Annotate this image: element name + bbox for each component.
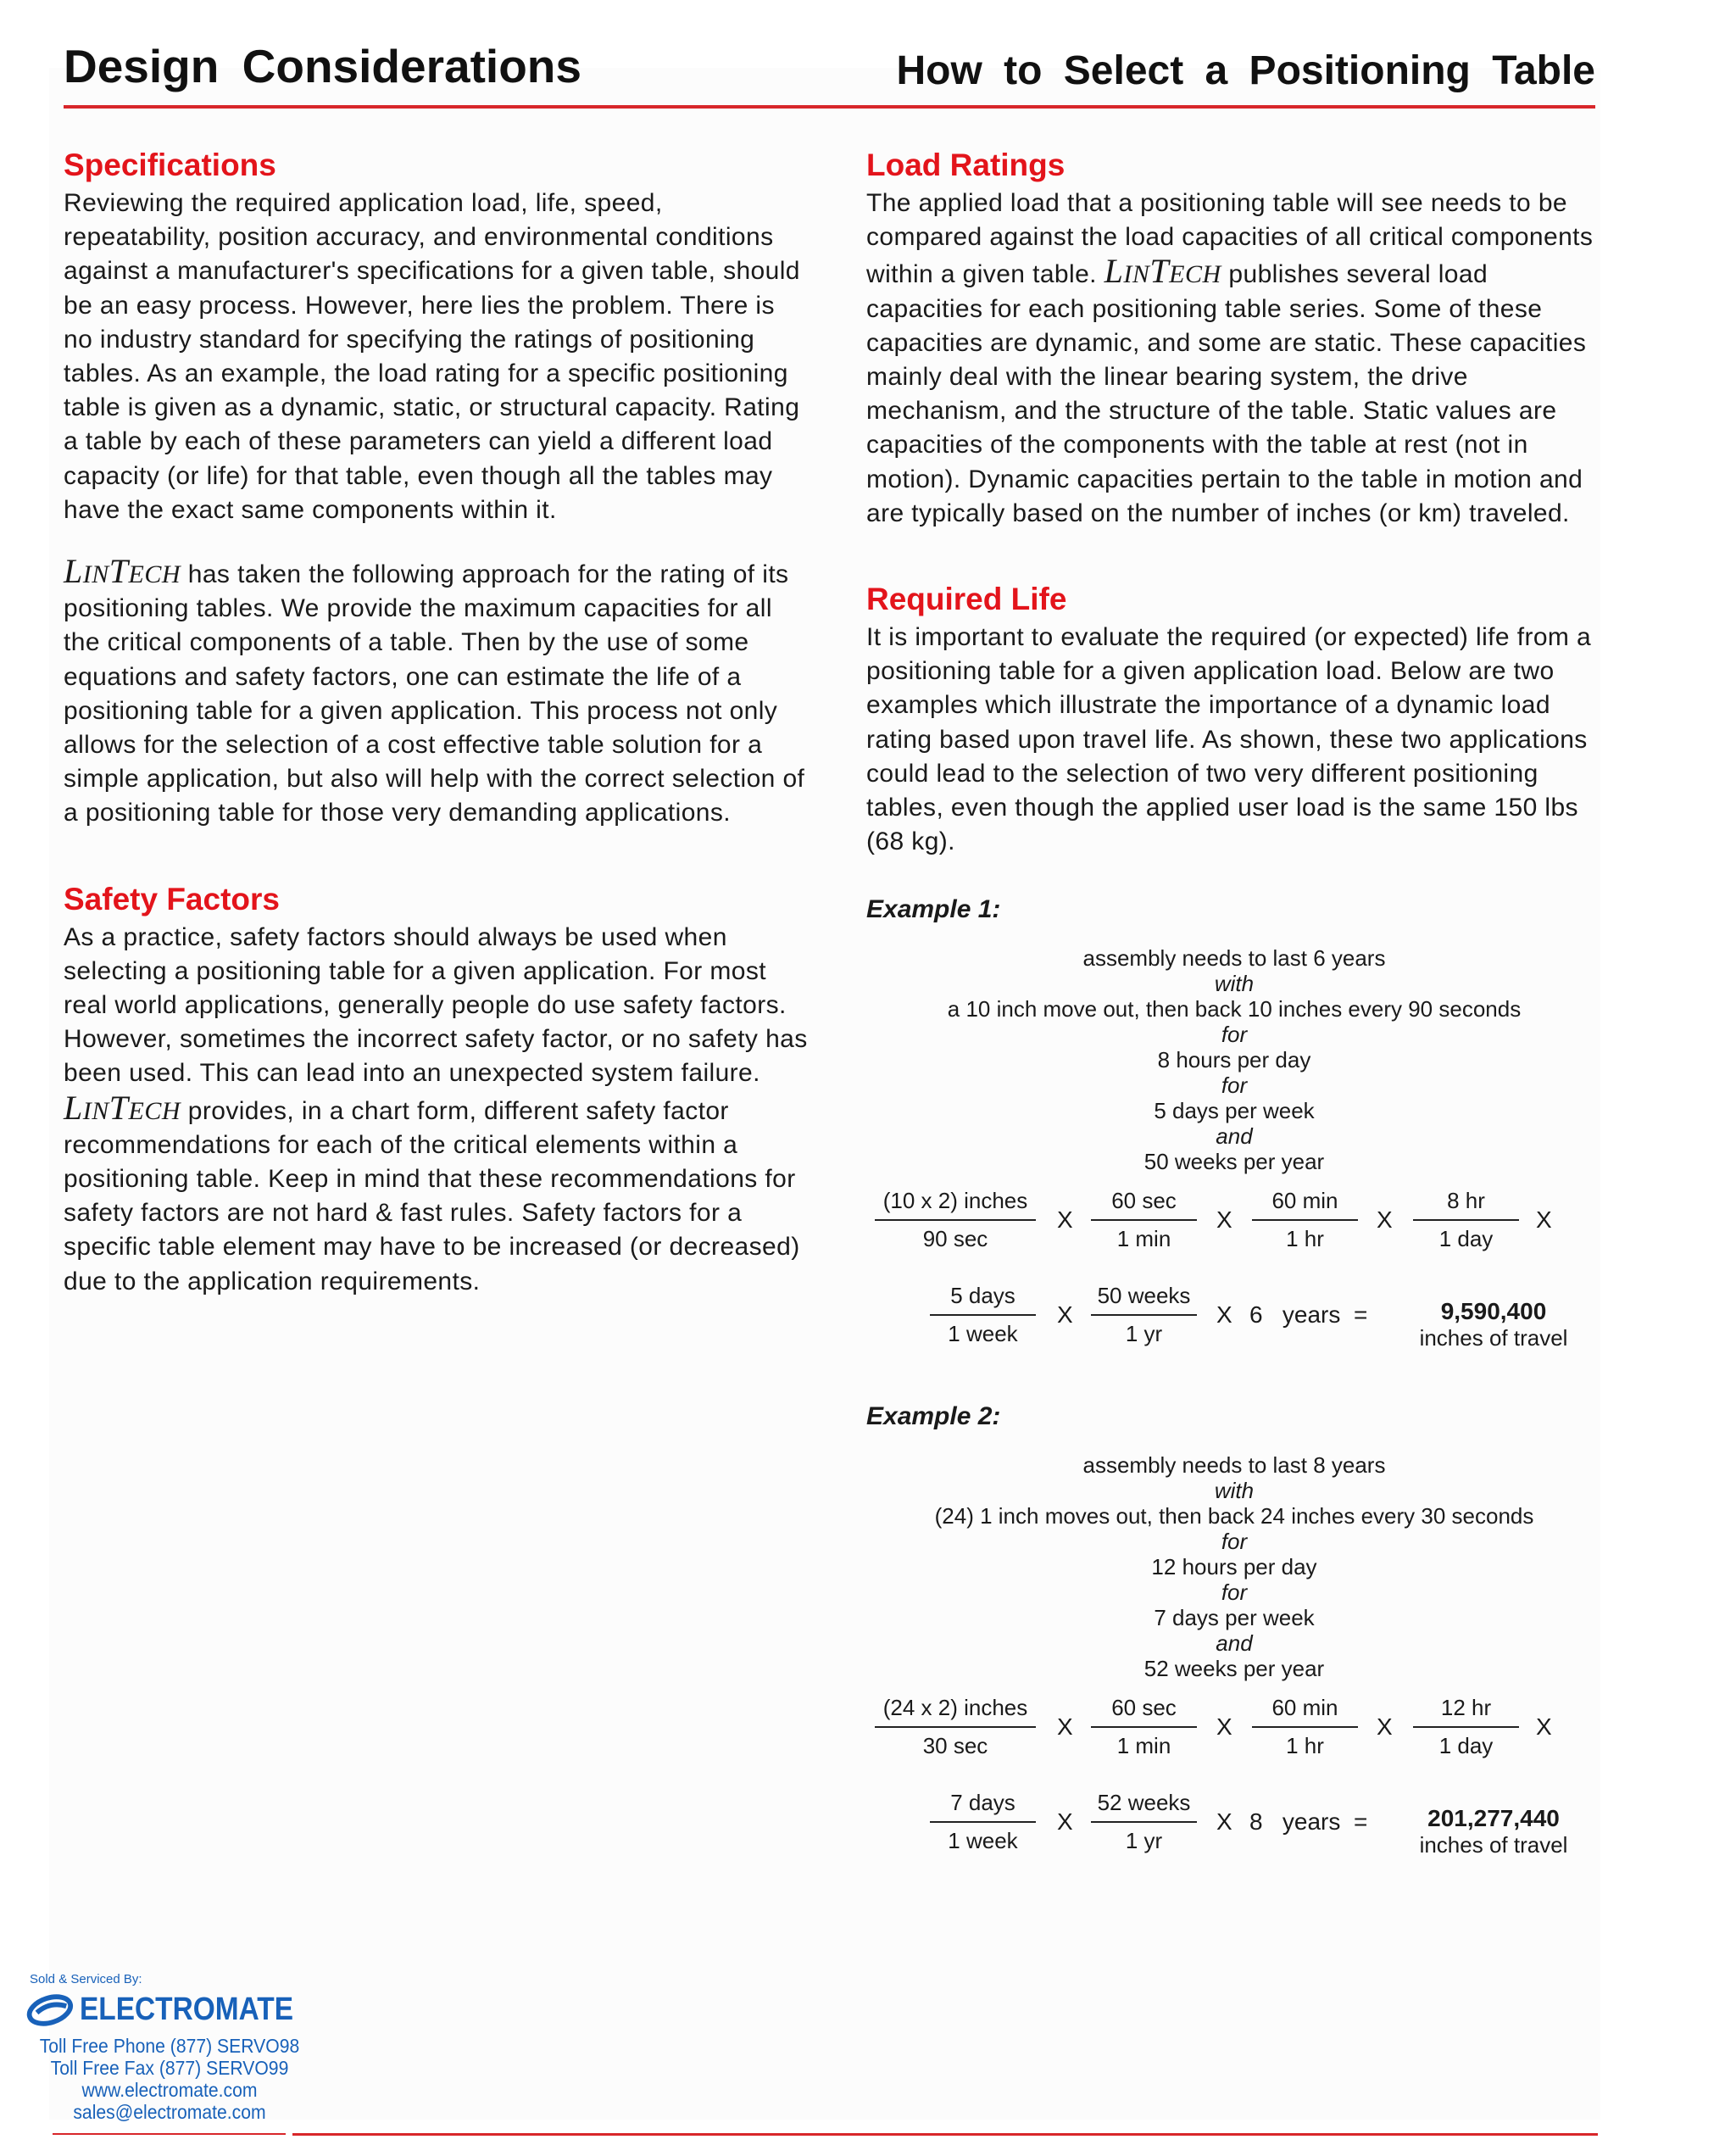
sold-by-label: Sold & Serviced By: [30, 1972, 142, 1986]
condition-line: 52 weeks per year [1143, 1656, 1325, 1682]
safety-text-b: provides, in a chart form, different safety factor recommendations for each of the critical elements within a positioning table. Keep in mind that these recommendations for safety factors are not hard & fast rules. Safety factors for a specific table element may have to be increased (or decreased) due to the application requirements. [64, 1096, 800, 1295]
equals-sign: = [1354, 1808, 1368, 1836]
required-life-text: It is important to evaluate the required (or expected) life from a positioning table for a given application load. Below are two examples which illustrate the importance of a dynamic load rating based upon travel life. As shown, these two applications could lead to the selection of two very different positioning tables, even though the applied user load is the same 150 lbs (68 kg). [866, 623, 1592, 856]
safety-factors-paragraph [64, 921, 810, 1299]
multiply-sign: X [1536, 1206, 1552, 1234]
load-text-a: The applied load that a positioning table will see needs to be compared against the load capacities of all critical components within a given table. [866, 189, 1594, 289]
phone-number: Toll Free Phone (877) SERVO98 [39, 2035, 300, 2057]
example-2-title: Example 2: [866, 1402, 1001, 1431]
multiply-sign: X [1536, 1713, 1552, 1741]
fraction: (10 x 2) inches 90 sec [875, 1188, 1036, 1252]
condition-line: 50 weeks per year [1143, 1149, 1325, 1175]
multiply-sign: X [1216, 1206, 1232, 1234]
years-term: 8 years [1249, 1808, 1341, 1836]
example-1-title: Example 1: [866, 895, 1001, 924]
condition-line: (24) 1 inch moves out, then back 24 inches every 30 seconds [934, 1503, 1534, 1529]
multiply-sign: X [1057, 1808, 1073, 1836]
condition-connector: and [1216, 1123, 1253, 1150]
condition-line: 7 days per week [1154, 1605, 1315, 1631]
multiply-sign: X [1216, 1713, 1232, 1741]
multiply-sign: X [1377, 1713, 1393, 1741]
years-term: 6 years [1249, 1301, 1341, 1329]
fraction: 52 weeks 1 yr [1091, 1790, 1197, 1854]
condition-line: 5 days per week [1154, 1098, 1315, 1124]
example-1-result: 9,590,400 inches of travel [1419, 1298, 1568, 1351]
multiply-sign: X [1216, 1808, 1232, 1836]
condition-connector: and [1216, 1630, 1253, 1657]
multiply-sign: X [1057, 1206, 1073, 1234]
load-text-b: publishes several load capacities for each positioning table series. Some of these capacities are dynamic, and some are static. These capacities mainly deal with the linear bearing system, the drive mechanism, and the structure of the table. Static values are capacities of the components with the table at rest (not in motion). Dynamic capacities pertain to the table in motion and are typically based on the number of inches (or km) traveled. [866, 260, 1587, 527]
page-title: How to Select a Positioning Table [896, 48, 1595, 93]
example-1-equation [866, 1188, 1602, 1366]
example-1-conditions [866, 945, 1602, 1174]
condition-connector: for [1221, 1529, 1248, 1555]
fraction: 5 days 1 week [930, 1283, 1036, 1347]
header-rule [64, 105, 1595, 109]
fax-number: Toll Free Fax (877) SERVO99 [50, 2057, 289, 2079]
contact-info [37, 2035, 303, 2123]
condition-connector: for [1221, 1022, 1248, 1048]
fraction: (24 x 2) inches 30 sec [875, 1695, 1036, 1759]
website-link[interactable]: www.electromate.com [81, 2079, 258, 2101]
footer-rule-left [53, 2133, 286, 2135]
specifications-text: Reviewing the required application load, life, speed, repeatability, position accuracy, and environmental conditions against a manufacturer's specifications for a given table, should be an easy process. However, here lies the problem. There is no industry standard for specifying the ratings of positioning tables. As an example, the load rating for a specific positioning table is given as a dynamic, static, or structural capacity. Rating a table by each of these parameters can yield a different load capacity (or life) for that table, even though all the tables may have the exact same components within it. [64, 189, 800, 524]
specifications-heading: Specifications [64, 148, 276, 182]
example-2-equation [866, 1695, 1602, 1873]
condition-connector: with [1214, 971, 1255, 997]
load-ratings-paragraph [866, 187, 1602, 531]
condition-connector: for [1221, 1072, 1248, 1099]
approach-text: has taken the following approach for the rating of its positioning tables. We provide the maximum capacities for all the critical components of a table. Then by the use of some equations and safety factors, one can estimate the life of a positioning table for a given application. This process not only allows for the selection of a cost effective table solution for a simple application, but also will help with the correct selection of a positioning table for those very demanding applications. [64, 560, 805, 827]
left-column [64, 146, 810, 1299]
distributor-block [25, 1972, 322, 2123]
fraction: 8 hr 1 day [1413, 1188, 1519, 1252]
example-2-conditions [866, 1452, 1602, 1681]
brand-name: ELECTROMATE [79, 1992, 293, 2027]
approach-paragraph [64, 554, 810, 831]
fraction: 60 sec 1 min [1091, 1188, 1197, 1252]
footer-rule [292, 2133, 1598, 2136]
right-column [866, 146, 1602, 1873]
fraction: 7 days 1 week [930, 1790, 1036, 1854]
condition-connector: for [1221, 1580, 1248, 1606]
safety-factors-heading: Safety Factors [64, 881, 280, 916]
condition-line: 12 hours per day [1151, 1554, 1317, 1580]
multiply-sign: X [1057, 1301, 1073, 1329]
section-title: Design Considerations [64, 40, 581, 92]
condition-line: 8 hours per day [1157, 1047, 1311, 1073]
lintech-brand: LINTECH [1104, 252, 1221, 291]
required-life-heading: Required Life [866, 582, 1067, 617]
email-link[interactable]: sales@electromate.com [73, 2101, 266, 2123]
condition-connector: with [1214, 1478, 1255, 1504]
safety-text-a: As a practice, safety factors should always be used when selecting a positioning table for a given application. For most real world applications, generally people do use safety factors. However, sometimes the incorrect safety factor, or no safety has been used. This can lead into an unexpected system failure. [64, 922, 808, 1088]
multiply-sign: X [1216, 1301, 1232, 1329]
electromate-swoosh-icon [25, 1992, 80, 2028]
fraction: 50 weeks 1 yr [1091, 1283, 1197, 1347]
condition-line: a 10 inch move out, then back 10 inches every 90 seconds [947, 996, 1522, 1022]
fraction: 12 hr 1 day [1413, 1695, 1519, 1759]
load-ratings-heading: Load Ratings [866, 148, 1066, 182]
electromate-logo [25, 1992, 322, 2028]
multiply-sign: X [1057, 1713, 1073, 1741]
fraction: 60 sec 1 min [1091, 1695, 1197, 1759]
fraction: 60 min 1 hr [1252, 1695, 1358, 1759]
condition-line: assembly needs to last 6 years [1082, 945, 1386, 972]
lintech-brand: LINTECH [64, 552, 181, 591]
fraction: 60 min 1 hr [1252, 1188, 1358, 1252]
equals-sign: = [1354, 1301, 1368, 1329]
multiply-sign: X [1377, 1206, 1393, 1234]
condition-line: assembly needs to last 8 years [1082, 1452, 1386, 1479]
example-2-result: 201,277,440 inches of travel [1419, 1805, 1568, 1858]
lintech-brand: LINTECH [64, 1088, 181, 1127]
